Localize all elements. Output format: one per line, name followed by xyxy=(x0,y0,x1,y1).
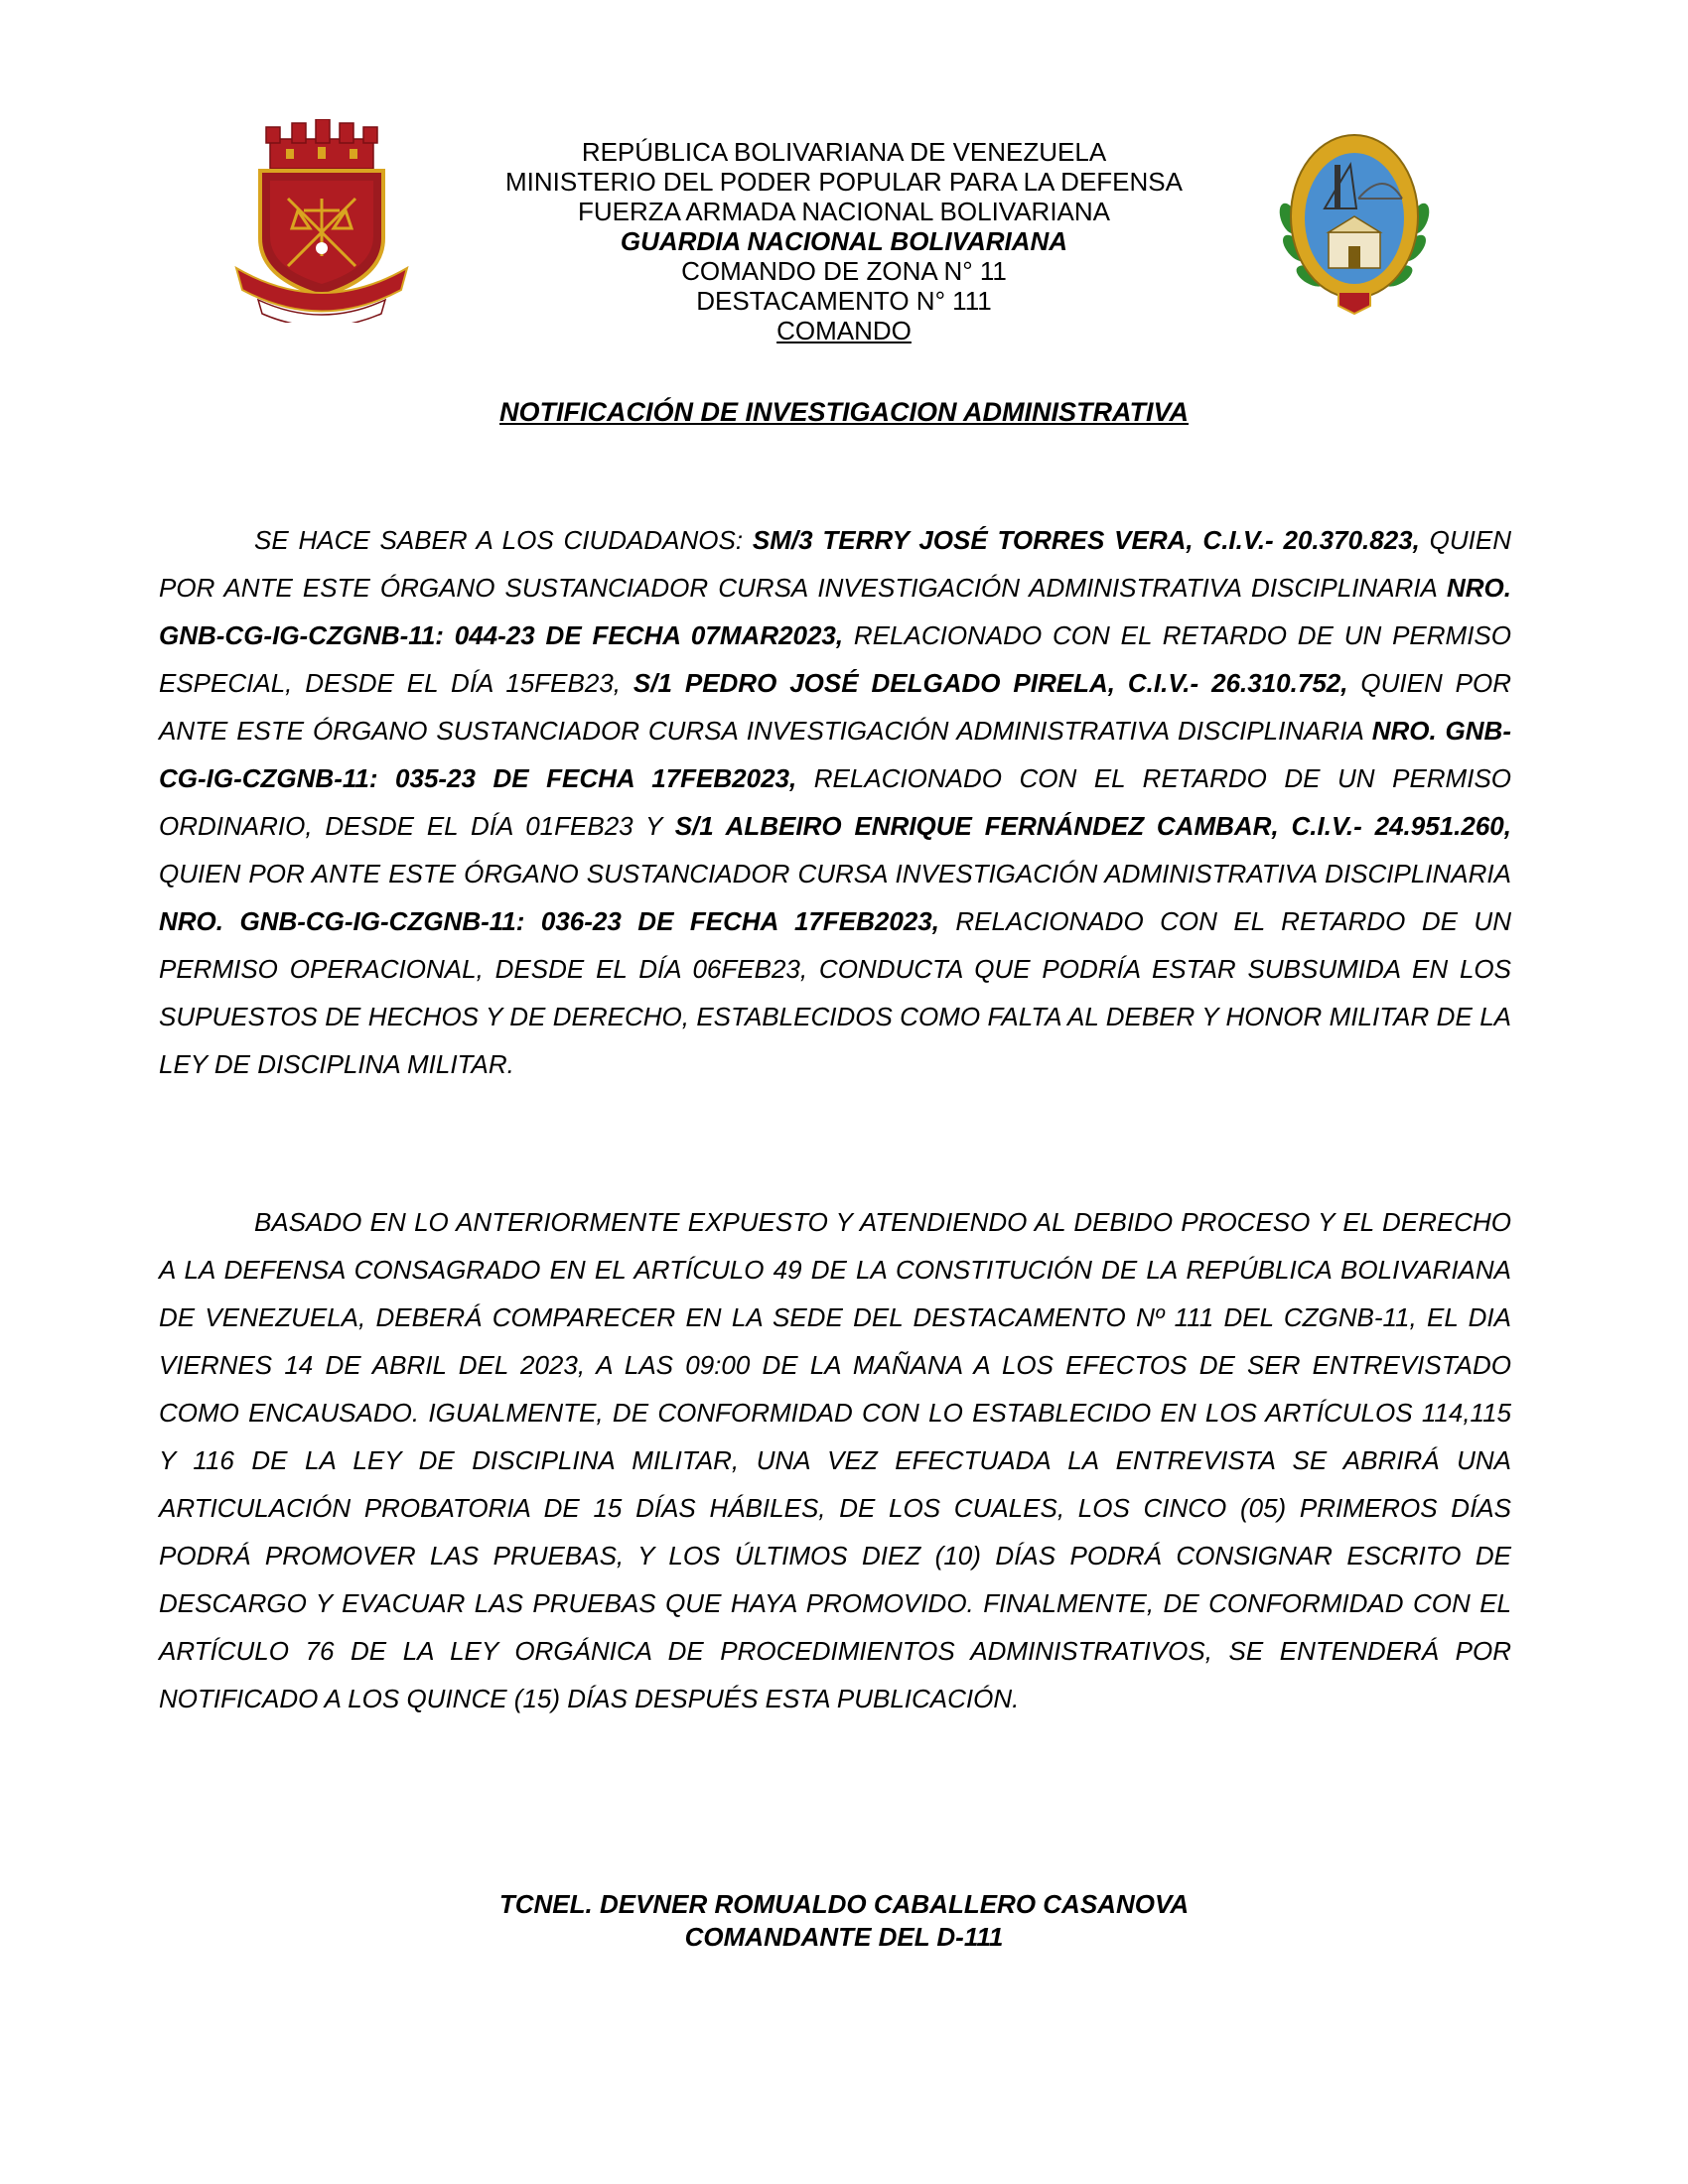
header-command: COMANDO xyxy=(776,316,912,345)
para1-text-4: QUIEN POR ANTE ESTE ÓRGANO SUSTANCIADOR CURSA INVESTIGACIÓN ADMINISTRATIVA DISCIPLINARIA xyxy=(159,668,1511,746)
header-ministry: MINISTERIO DEL PODER POPULAR PARA LA DEFENSA xyxy=(505,167,1183,197)
para1-person-1: SM/3 TERRY JOSÉ TORRES VERA, C.I.V.- 20.370.823, xyxy=(752,525,1420,555)
signatory-name: TCNEL. DEVNER ROMUALDO CABALLERO CASANOVA xyxy=(498,1889,1190,1919)
guardia-nacional-crest-icon xyxy=(230,119,413,323)
para1-case-3: NRO. GNB-CG-IG-CZGNB-11: 036-23 DE FECHA 17FEB2023, xyxy=(159,906,939,936)
para1-intro: SE HACE SABER A LOS CIUDADANOS: xyxy=(254,525,753,555)
header-guardia: GUARDIA NACIONAL BOLIVARIANA xyxy=(620,226,1068,256)
header-zone-command: COMANDO DE ZONA N° 11 xyxy=(681,256,1007,286)
signatory-role: COMANDANTE DEL D-111 xyxy=(684,1922,1004,1952)
para1-text-6: QUIEN POR ANTE ESTE ÓRGANO SUSTANCIADOR CURSA INVESTIGACIÓN ADMINISTRATIVA DISCIPLINARIA xyxy=(159,859,1511,888)
para1-text-3: RELACIONADO CON EL RETARDO DE UN PERMISO ESPECIAL, DESDE EL DÍA 15FEB23, xyxy=(159,620,1511,698)
para1-case-2: NRO. GNB-CG-IG-CZGNB-11: 035-23 DE FECHA 17FEB2023, xyxy=(159,716,1511,793)
notification-paragraph-2: BASADO EN LO ANTERIORMENTE EXPUESTO Y ATENDIENDO AL DEBIDO PROCESO Y EL DERECHO A LA DEFENSA CONSAGRADO EN EL ARTÍCULO 49 DE LA CONSTITUCIÓN DE LA REPÚBLICA BOLIVARIANA DE VENEZUELA, DEBERÁ COMPARECER EN LA SEDE DEL DESTACAMENTO Nº 111 DEL CZGNB-11, EL DIA VIERNES 14 DE ABRIL DEL 2023, A LAS 09:00 DE LA MAÑANA A LOS EFECTOS DE SER ENTREVISTADO COMO ENCAUSADO. IGUALMENTE, DE CONFORMIDAD CON LO ESTABLECIDO EN LOS ARTÍCULOS 114,115 Y 116 DE LA LEY DE DISCIPLINA MILITAR, UNA VEZ EFECTUADA LA ENTREVISTA SE ABRIRÁ UNA ARTICULACIÓN PROBATORIA DE 15 DÍAS HÁBILES, DE LOS CUALES, LOS CINCO (05) PRIMEROS DÍAS PODRÁ PROMOVER LAS PRUEBAS, Y LOS ÚLTIMOS DIEZ (10) DÍAS PODRÁ CONSIGNAR ESCRITO DE DESCARGO Y EVACUAR LAS PRUEBAS QUE HAYA PROMOVIDO. FINALMENTE, DE CONFORMIDAD CON EL ARTÍCULO 76 DE LA LEY ORGÁNICA DE PROCEDIMIENTOS ADMINISTRATIVOS, SE ENTENDERÁ POR NOTIFICADO A LOS QUINCE (15) DÍAS DESPUÉS ESTA PUBLICACIÓN. xyxy=(159,1207,1511,1713)
para1-case-1: NRO. GNB-CG-IG-CZGNB-11: 044-23 DE FECHA 07MAR2023, xyxy=(159,573,1511,650)
destacamento-badge-icon xyxy=(1275,129,1434,318)
header-armed-force: FUERZA ARMADA NACIONAL BOLIVARIANA xyxy=(577,197,1111,226)
para1-text-7: RELACIONADO CON EL RETARDO DE UN PERMISO OPERACIONAL, DESDE EL DÍA 06FEB23, CONDUCTA QUE PODRÍA ESTAR SUBSUMIDA EN LOS SUPUESTOS DE HECHOS Y DE DERECHO, ESTABLECIDOS COMO FALTA AL DEBER Y HONOR MILITAR DE LA LEY DE DISCIPLINA MILITAR. xyxy=(159,906,1511,1079)
letterhead xyxy=(397,137,1291,345)
para1-person-3: S/1 ALBEIRO ENRIQUE FERNÁNDEZ CAMBAR, C.I.V.- 24.951.260, xyxy=(674,811,1511,841)
para1-text-2: QUIEN POR ANTE ESTE ÓRGANO SUSTANCIADOR CURSA INVESTIGACIÓN ADMINISTRATIVA DISCIPLINARIA xyxy=(159,525,1511,603)
para1-text-5: RELACIONADO CON EL RETARDO DE UN PERMISO ORDINARIO, DESDE EL DÍA 01FEB23 Y xyxy=(159,763,1512,841)
notification-paragraph-1 xyxy=(159,516,1511,1088)
para1-person-2: S/1 PEDRO JOSÉ DELGADO PIRELA, C.I.V.- 26.310.752, xyxy=(633,668,1348,698)
document-title: NOTIFICACIÓN DE INVESTIGACION ADMINISTRATIVA xyxy=(499,397,1189,427)
header-republic: REPÚBLICA BOLIVARIANA DE VENEZUELA xyxy=(581,137,1107,167)
header-detachment: DESTACAMENTO N° 111 xyxy=(696,286,992,316)
signature-block xyxy=(298,1888,1390,1954)
